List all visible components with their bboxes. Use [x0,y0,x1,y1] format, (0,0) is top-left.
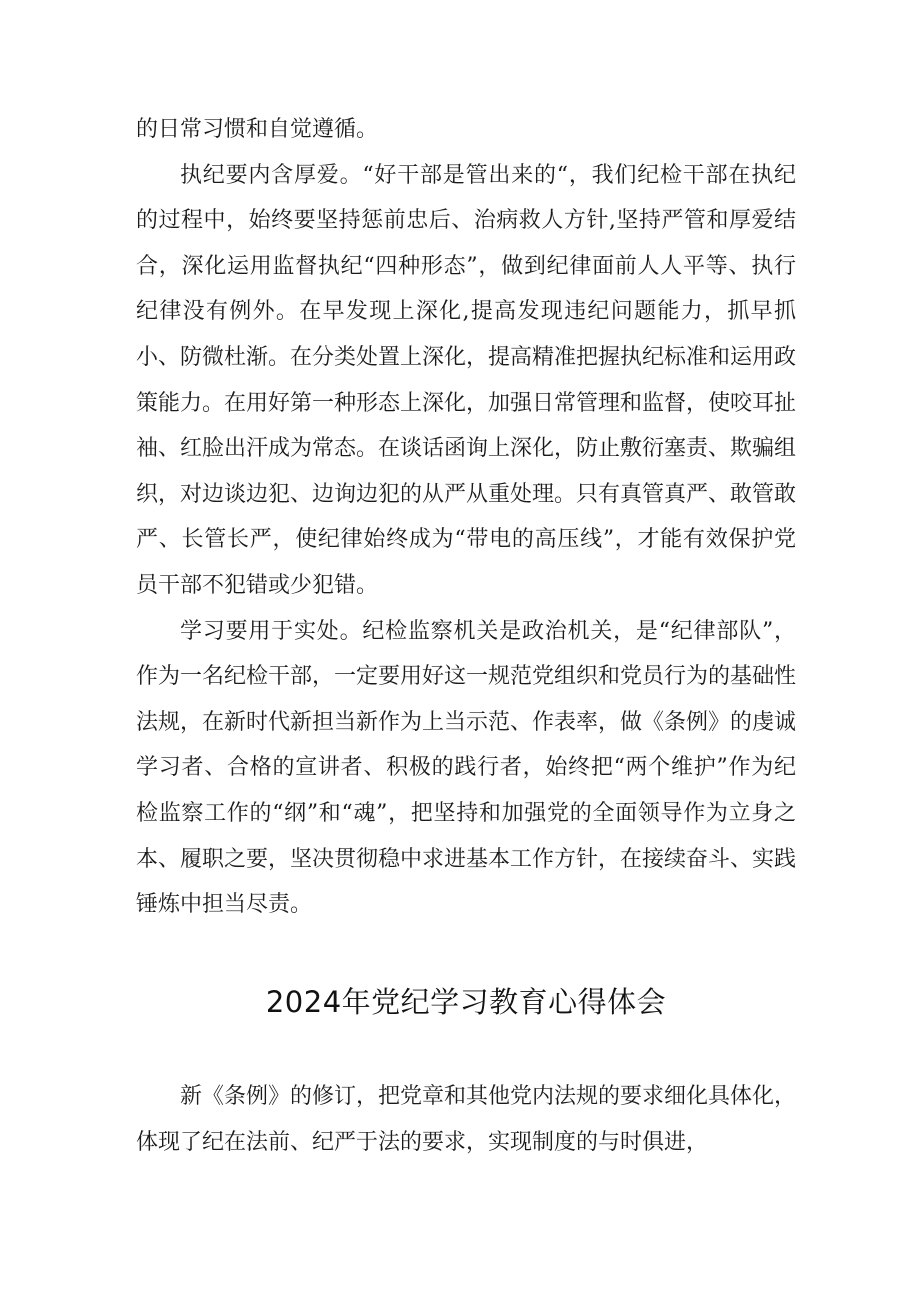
paragraph-continuation: 的日常习惯和自觉遵循。 [136,117,379,142]
paragraph-new-regulations: 新《条例》的修订，把党章和其他党内法规的要求细化具体化，体现了纪在法前、纪严于法的要求，实现制度的与时俱进， [136,1084,797,1155]
paragraph-discipline-with-care: 执纪要内含厚爱。“好干部是管出来的“，我们纪检干部在执纪的过程中，始终要坚持惩前忠后、治病救人方针,坚持严管和厚爱结合，深化运用监督执纪“四种形态”，做到纪律面前人人平等、执行纪律没有例外。在早发现上深化,提高发现违纪问题能力，抓早抓小、防微杜渐。在分类处置上深化，提高精准把握执纪标准和运用政策能力。在用好第一种形态上深化，加强日常管理和监督，使咬耳扯袖、红脸出汗成为常态。在谈话函询上深化，防止敷衍塞责、欺骗组织，对边谈边犯、边询边犯的从严从重处理。只有真管真严、敢管敢严、长管长严，使纪律始终成为“带电的高压线”，才能有效保护党员干部不犯错或少犯错。 [136,162,797,598]
section-title: 2024年党纪学习教育心得体会 [265,985,667,1019]
text-block-top [136,107,796,928]
text-block-bottom [136,1074,796,1165]
paragraph-study-in-practice: 学习要用于实处。纪检监察机关是政治机关，是“纪律部队”，作为一名纪检干部，一定要用好这一规范党组织和党员行为的基础性法规，在新时代新担当新作为上当示范、作表率，做《条例》的虔诚学习者、合格的宣讲者、积极的践行者，始终把“两个维护”作为纪检监察工作的“纲”和“魂”，把坚持和加强党的全面领导作为立身之本、履职之要，坚决贯彻稳中求进基本工作方针，在接续奋斗、实践锤炼中担当尽责。 [136,618,797,918]
